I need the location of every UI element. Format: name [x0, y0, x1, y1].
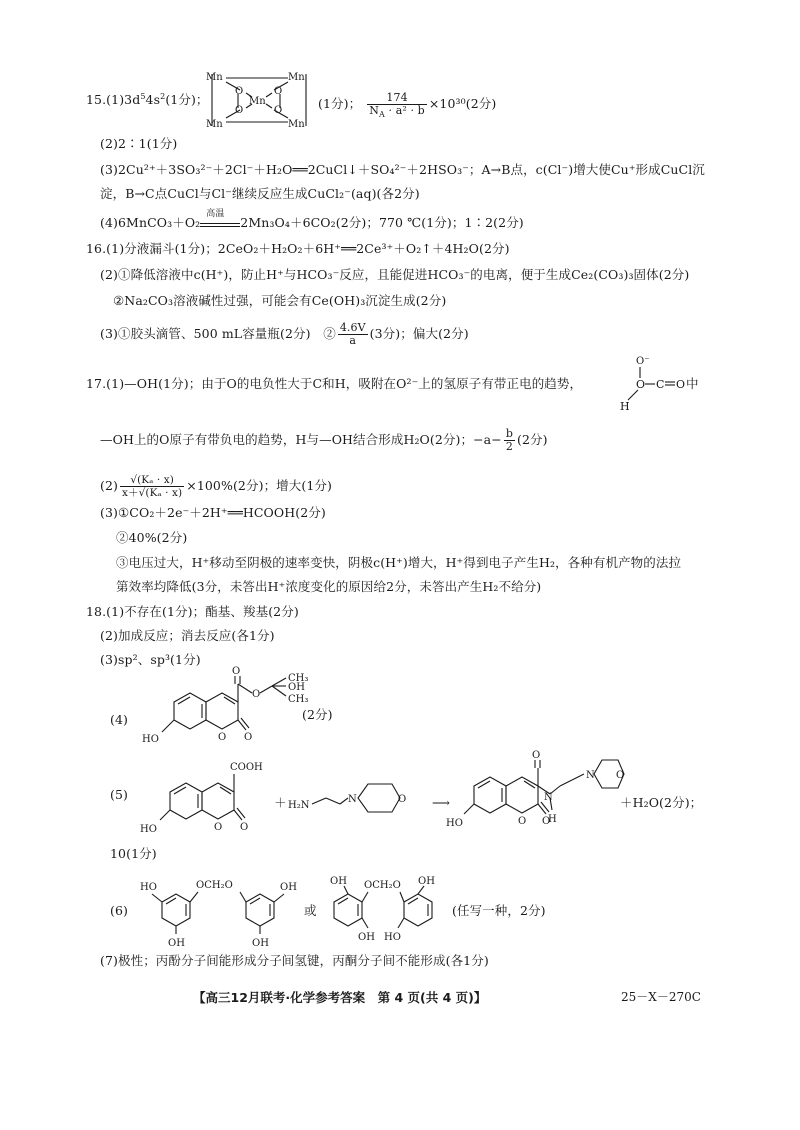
- svg-text:OCH₂O: OCH₂O: [364, 880, 401, 891]
- svg-text:CH₃: CH₃: [288, 673, 309, 684]
- svg-text:O: O: [244, 732, 253, 743]
- q17-part2: (2) $\frac{\text{√(Kₐ · x)}}{\text{x＋√(Kₐ · x)}}$ ×100%(2分)；增大(1分): [100, 474, 332, 499]
- q17-part1-line1: 17.(1)—OH(1分)；由于O的电负性大于C和H，吸附在O²⁻上的氢原子有带正电的趋势，: [86, 376, 583, 391]
- morpholine-amine-structure: [288, 770, 428, 826]
- coumarin-acid-structure: [140, 760, 270, 836]
- q18-part2: (2)加成反应；消去反应(各1分): [100, 628, 275, 643]
- svg-text:C: C: [656, 378, 665, 391]
- svg-text:O: O: [542, 816, 551, 827]
- q17-part1-tail: 中: [686, 376, 699, 391]
- o-atom: O: [274, 86, 283, 97]
- q15-part2: (2)2∶1(1分): [100, 136, 178, 151]
- bis-catechol-ether-structure: [320, 872, 450, 948]
- svg-text:O: O: [676, 378, 686, 391]
- q18-part4-score: (2分): [302, 707, 333, 722]
- coumarin-amide-structure: [446, 750, 626, 830]
- o-atom: O: [235, 105, 244, 116]
- page-footer-title: 【高三12月联考·化学参考答案 第 4 页(共 4 页)】: [193, 990, 487, 1005]
- bis-resorcinol-ether-structure: [140, 872, 300, 948]
- svg-text:H: H: [620, 400, 630, 413]
- svg-text:CH₃: CH₃: [288, 694, 309, 705]
- svg-text:O: O: [616, 770, 625, 781]
- q18-part6-label: (6): [110, 903, 129, 918]
- svg-text:N: N: [586, 770, 595, 781]
- q15-part1-cont: (1分)； $\frac{174}{N_A \cdot a^2 \cdot b}$ ×10³⁰(2分): [318, 91, 497, 120]
- o-atom: O: [274, 105, 283, 116]
- svg-text:OH: OH: [418, 876, 435, 887]
- q18-part5-label: (5): [110, 787, 129, 802]
- q17-part3-3-line2: 第效率均降低(3分，未答出H⁺浓度变化的原因给2分，未答出产生H₂不给分): [116, 579, 542, 594]
- q15-part1: $15.(1)3d^54s^2(1$分)；: [86, 91, 209, 107]
- mn-atom: Mn: [206, 72, 223, 83]
- formate-adsorption-structure: [612, 352, 690, 416]
- q16-part2-line2: ②Na₂CO₃溶液碱性过强，可能会有Ce(OH)₃沉淀生成(2分): [113, 293, 447, 308]
- q16-part1: 16.(1)分液漏斗(1分)；2CeO₂＋H₂O₂＋6H⁺══2Ce³⁺＋O₂↑＋4H₂O(2分): [86, 241, 510, 256]
- svg-text:O: O: [532, 750, 541, 761]
- svg-text:N: N: [348, 794, 357, 805]
- svg-text:O: O: [218, 732, 227, 743]
- mn-atom: Mn: [249, 96, 266, 107]
- svg-text:OH: OH: [330, 876, 347, 887]
- o-atom: O: [235, 86, 244, 97]
- svg-text:OH: OH: [358, 932, 375, 943]
- q17-part3-1: (3)①CO₂＋2e⁻＋2H⁺══HCOOH(2分): [100, 505, 326, 520]
- q18-part7: (7)极性；丙酚分子间能形成分子间氢键，丙酮分子间不能形成(各1分): [100, 953, 489, 968]
- svg-text:O: O: [398, 794, 407, 805]
- q15-part3-line1: (3)2Cu²⁺＋3SO₃²⁻＋2Cl⁻＋H₂O══2CuCl↓＋SO₄²⁻＋2HSO₃⁻；A→B点，c(Cl⁻)增大使Cu⁺形成CuCl沉: [100, 162, 705, 177]
- svg-text:OH: OH: [280, 882, 297, 893]
- svg-text:HO: HO: [142, 734, 159, 745]
- q15-part3-line2: 淀，B→C点CuCl与Cl⁻继续反应生成CuCl₂⁻(aq)(各2分): [100, 186, 420, 201]
- svg-text:O: O: [232, 666, 241, 677]
- reaction-arrow: ⟶: [432, 795, 451, 810]
- svg-text:N: N: [544, 792, 553, 803]
- mn-atom: Mn: [206, 119, 223, 130]
- density-fraction: $\frac{174}{N_A \cdot a^2 \cdot b}$: [369, 91, 425, 120]
- svg-text:OCH₂O: OCH₂O: [196, 880, 233, 891]
- svg-text:O: O: [214, 822, 223, 833]
- q18-part1: 18.(1)不存在(1分)；酯基、羧基(2分): [86, 604, 299, 619]
- mn-oxide-structure: [202, 68, 314, 130]
- q18-part6-or: 或: [304, 903, 317, 918]
- svg-text:HO: HO: [140, 882, 157, 893]
- q18-part5-plus: ＋: [274, 795, 287, 810]
- q15-part4: (4)6MnCO₃＋O₂ 高温 2Mn₃O₄＋6CO₂(2分)；770 ℃(1分)；1∶2(2分): [100, 209, 524, 230]
- svg-text:COOH: COOH: [230, 762, 263, 773]
- mn-atom: Mn: [288, 72, 305, 83]
- q18-part5-count: 10(1分): [110, 846, 157, 861]
- svg-text:O: O: [636, 378, 646, 391]
- q17-part1-line2: —OH上的O原子有带负电的趋势，H与—OH结合形成H₂O(2分)；−a− $\frac{b}{2}$ (2分): [100, 427, 548, 453]
- svg-text:H: H: [548, 814, 557, 825]
- svg-text:HO: HO: [384, 932, 401, 943]
- q18-part5-tail: ＋H₂O(2分)；: [620, 795, 703, 810]
- svg-text:H₂N: H₂N: [288, 800, 310, 811]
- q17-part3-3-line1: ③电压过大，H⁺移动至阴极的速率变快，阴极c(H⁺)增大，H⁺得到电子产生H₂，各种有机产物的法拉: [116, 555, 682, 570]
- svg-text:HO: HO: [446, 818, 463, 829]
- svg-text:HO: HO: [140, 824, 157, 835]
- q18-part4-label: (4): [110, 712, 129, 727]
- svg-text:O: O: [240, 822, 249, 833]
- mn-atom: Mn: [288, 119, 305, 130]
- q18-part3: (3)sp²、sp³(1分): [100, 652, 201, 667]
- svg-text:O: O: [518, 816, 527, 827]
- document-code: 25－X－270C: [621, 990, 701, 1004]
- q16-part2-line1: (2)①降低溶液中c(H⁺)，防止H⁺与HCO₃⁻反应，且能促进HCO₃⁻的电离，便于生成Ce₂(CO₃)₃固体(2分): [100, 267, 690, 282]
- svg-text:O⁻: O⁻: [636, 356, 650, 367]
- q17-part3-2: ②40%(2分): [116, 530, 188, 545]
- coumarin-ester-structure: [140, 662, 310, 748]
- q18-part6-tail: (任写一种，2分): [452, 903, 546, 918]
- svg-text:O: O: [252, 689, 261, 700]
- q16-part3: (3)①胶头滴管、500 mL容量瓶(2分) ② $\frac{4.6V}{a}$ (3分)；偏大(2分): [100, 321, 469, 347]
- svg-text:OH: OH: [288, 682, 305, 693]
- svg-text:OH: OH: [168, 938, 185, 948]
- svg-text:OH: OH: [252, 938, 269, 948]
